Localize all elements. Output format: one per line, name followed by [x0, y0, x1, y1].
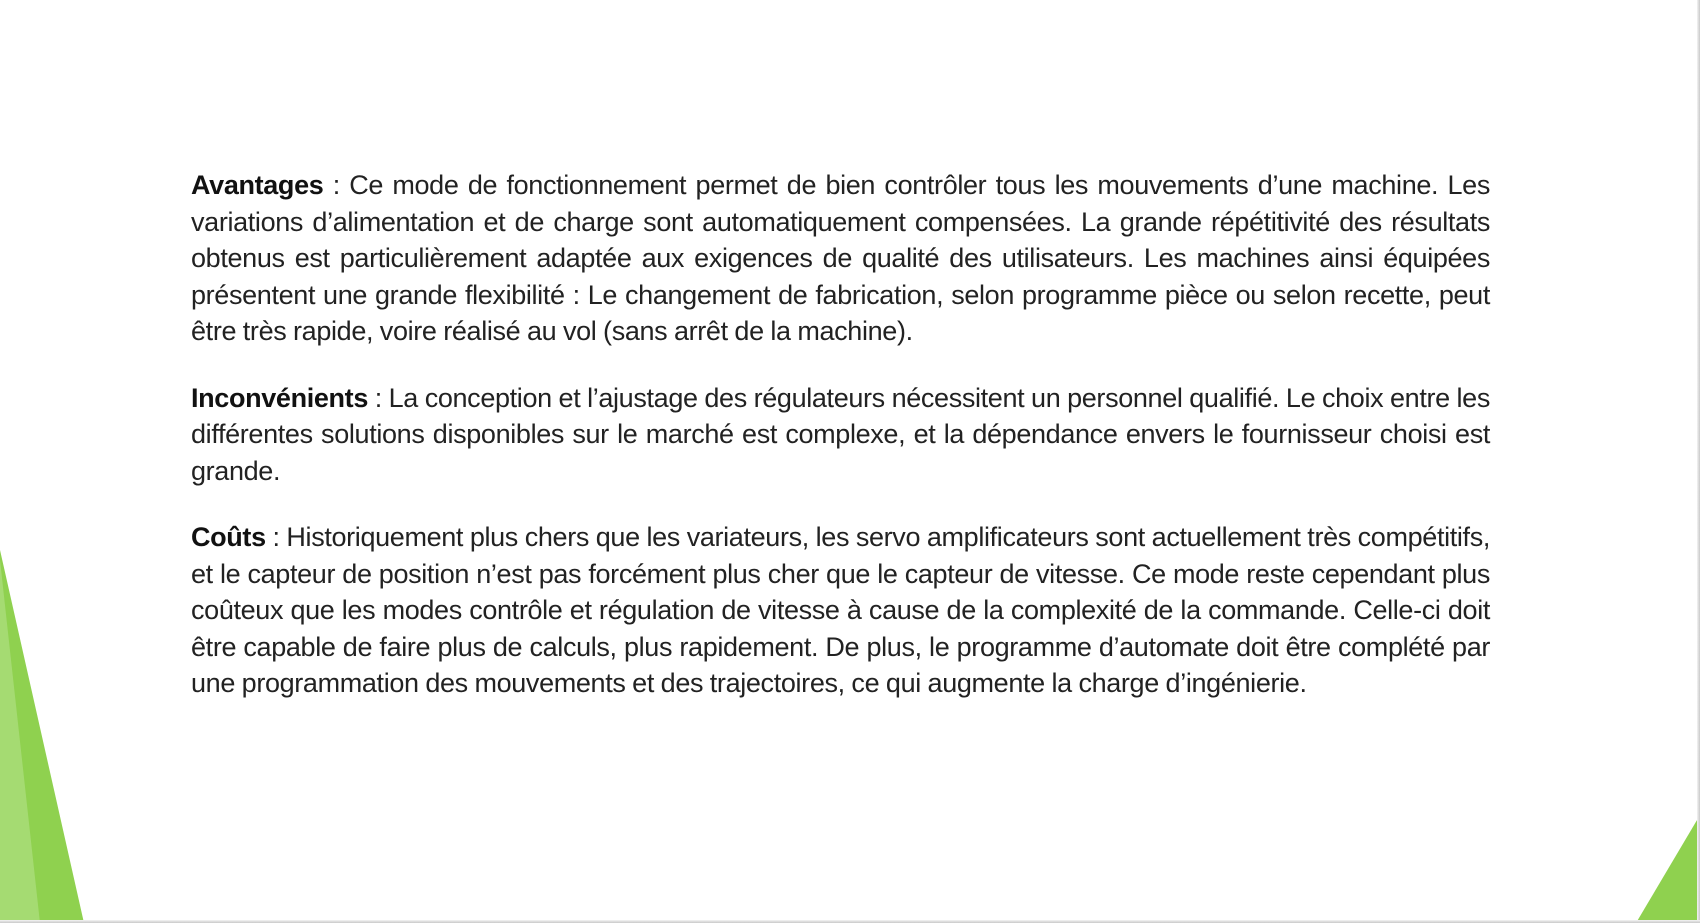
paragraph-avantages	[191, 167, 1490, 350]
term-avantages: Avantages	[191, 170, 324, 200]
text-avantages: Ce mode de fonctionnement permet de bien contrôler tous les mouvements d’une machine. Les variations d’alimentation et de charge sont automatiquement compensées. La grande répétitivité des résultats obtenus est particulièrement adaptée aux exigences de qualité des utilisateurs. Les machines ainsi équipées présentent une grande flexibilité : Le changement de fabrication, selon programme pièce ou selon recette, peut être très rapide, voire réalisé au vol (sans arrêt de la machine).	[191, 170, 1490, 346]
term-couts: Coûts	[191, 522, 266, 552]
slide-body	[191, 167, 1490, 732]
paragraph-couts	[191, 519, 1490, 702]
text-inconvenients: La conception et l’ajustage des régulateurs nécessitent un personnel qualifié. Le choix entre les différentes solutions disponibles sur le marché est complexe, et la dépendance envers le fournisseur choisi est grande.	[191, 382, 1490, 486]
separator: :	[323, 170, 350, 200]
term-inconvenients: Inconvénients	[191, 382, 368, 413]
right-green-accent	[1636, 815, 1700, 923]
separator: :	[265, 522, 287, 552]
paragraph-inconvenients	[191, 380, 1490, 490]
separator: :	[368, 382, 389, 413]
text-couts: Historiquement plus chers que les variateurs, les servo amplificateurs sont actuellement très compétitifs, et le capteur de position n’est pas forcément plus cher que le capteur de vitesse. Ce mode reste cependant plus coûteux que les modes contrôle et régulation de vitesse à cause de la complexité de la commande. Celle-ci doit être capable de faire plus de calculs, plus rapidement. De plus, le programme d’automate doit être complété par une programmation des mouvements et des trajectoires, ce qui augmente la charge d’ingénierie.	[191, 522, 1490, 698]
